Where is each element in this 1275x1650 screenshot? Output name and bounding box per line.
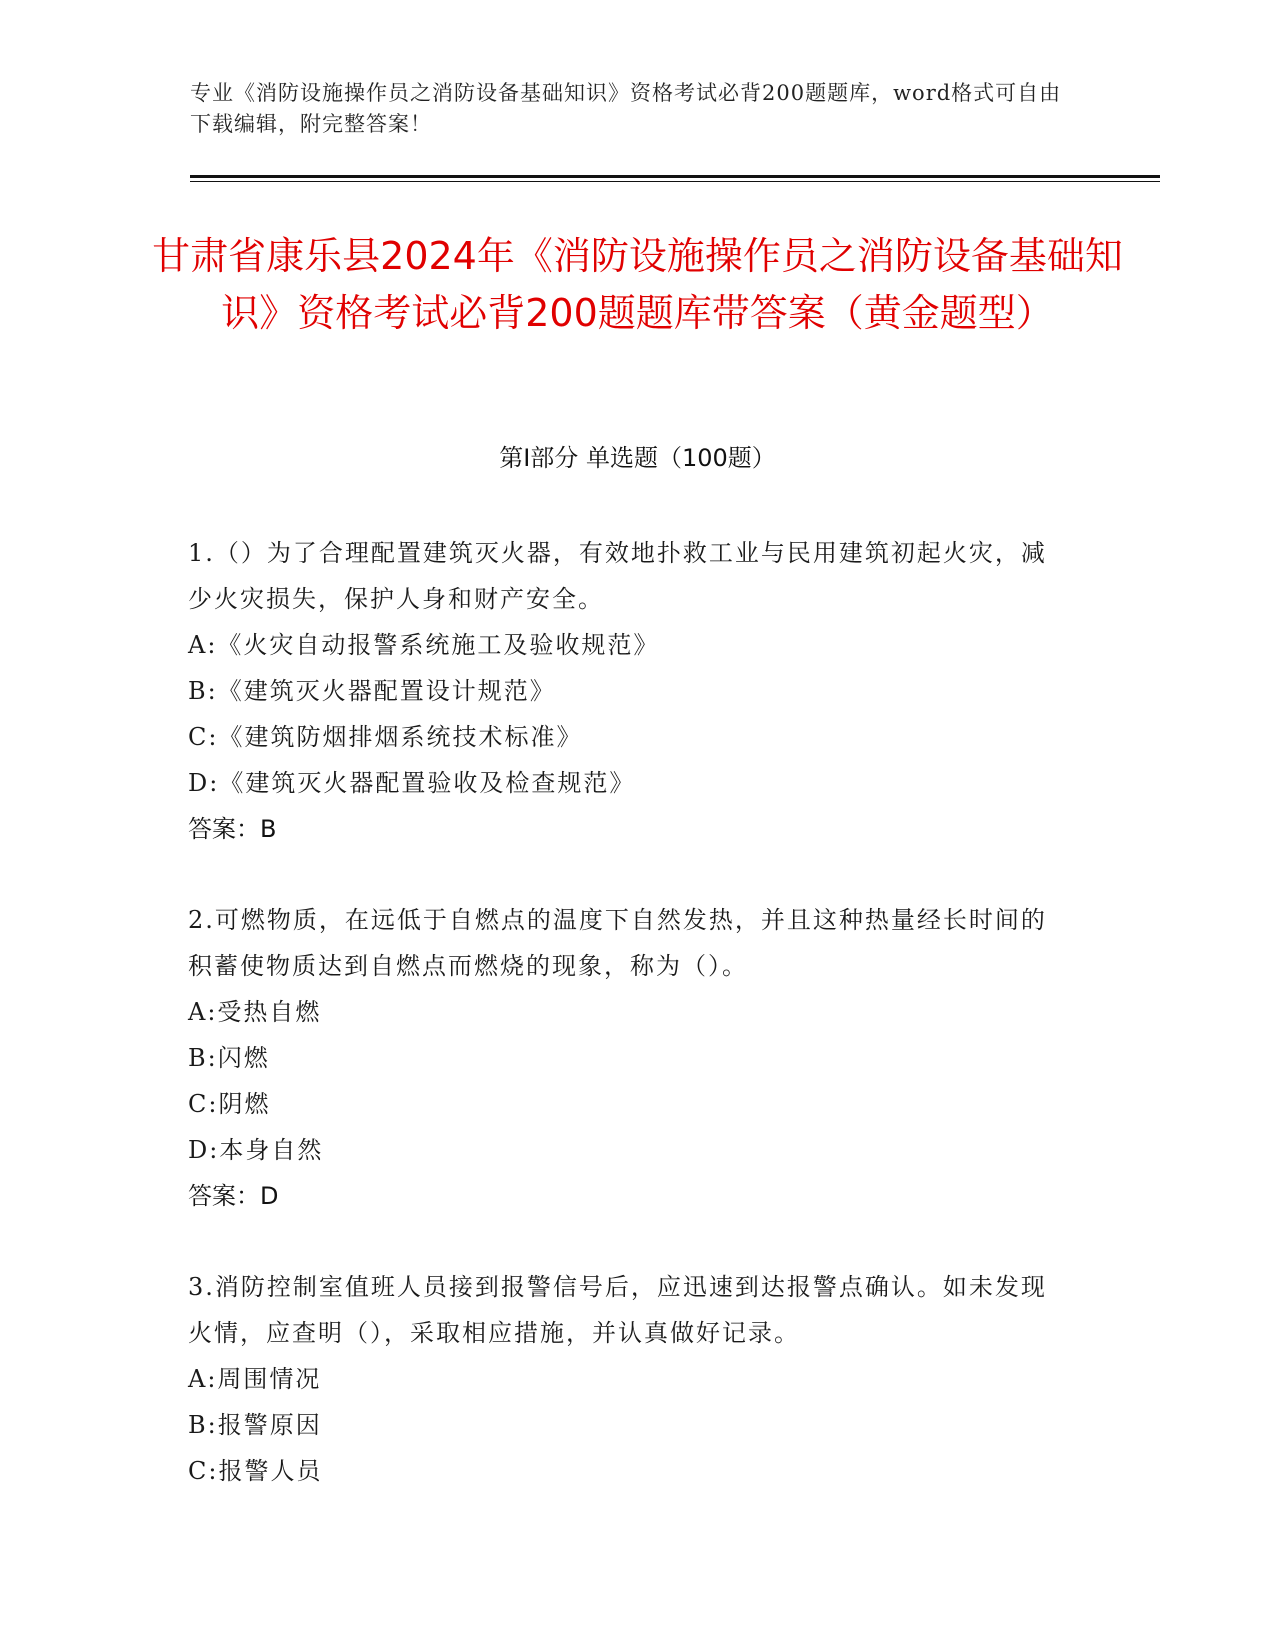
option-b: B:闪燃 [188,1044,270,1072]
option-c: C:阴燃 [188,1090,271,1118]
option-c: C:报警人员 [188,1457,323,1485]
option-a: A:《火灾自动报警系统施工及验收规范》 [188,631,660,659]
document-title: 甘肃省康乐县2024年《消防设施操作员之消防设备基础知识》资格考试必背200题题库带答案（黄金题型） [152,234,1123,335]
answer-label: 答案：B [188,815,277,843]
question-stem: 1.（）为了合理配置建筑灭火器，有效地扑救工业与民用建筑初起火灾，减少火灾损失，保护人身和财产安全。 [188,539,1047,613]
section-heading: 第Ⅰ部分 单选题（100题） [499,444,776,472]
option-a: A:周围情况 [188,1365,322,1393]
answer-label: 答案：D [188,1182,279,1210]
option-d: D:本身自然 [188,1136,324,1164]
option-d: D:《建筑灭火器配置验收及检查规范》 [188,769,636,797]
question-list [188,530,1068,1539]
option-c: C:《建筑防烟排烟系统技术标准》 [188,723,583,751]
option-b: B:《建筑灭火器配置设计规范》 [188,677,556,705]
header-note: 专业《消防设施操作员之消防设备基础知识》资格考试必背200题题库，word格式可自由下载编辑，附完整答案！ [190,81,1062,136]
question-stem: 3.消防控制室值班人员接到报警信号后，应迅速到达报警点确认。如未发现火情，应查明（），采取相应措施，并认真做好记录。 [188,1273,1047,1347]
question-stem: 2.可燃物质，在远低于自燃点的温度下自然发热，并且这种热量经长时间的积蓄使物质达到自燃点而燃烧的现象，称为（）。 [188,906,1047,980]
question-3 [188,1264,1068,1494]
question-2 [188,897,1068,1219]
header-rule-thick [190,175,1160,178]
option-b: B:报警原因 [188,1411,322,1439]
header-rule-thin [190,181,1160,182]
option-a: A:受热自燃 [188,998,322,1026]
question-1 [188,530,1068,852]
